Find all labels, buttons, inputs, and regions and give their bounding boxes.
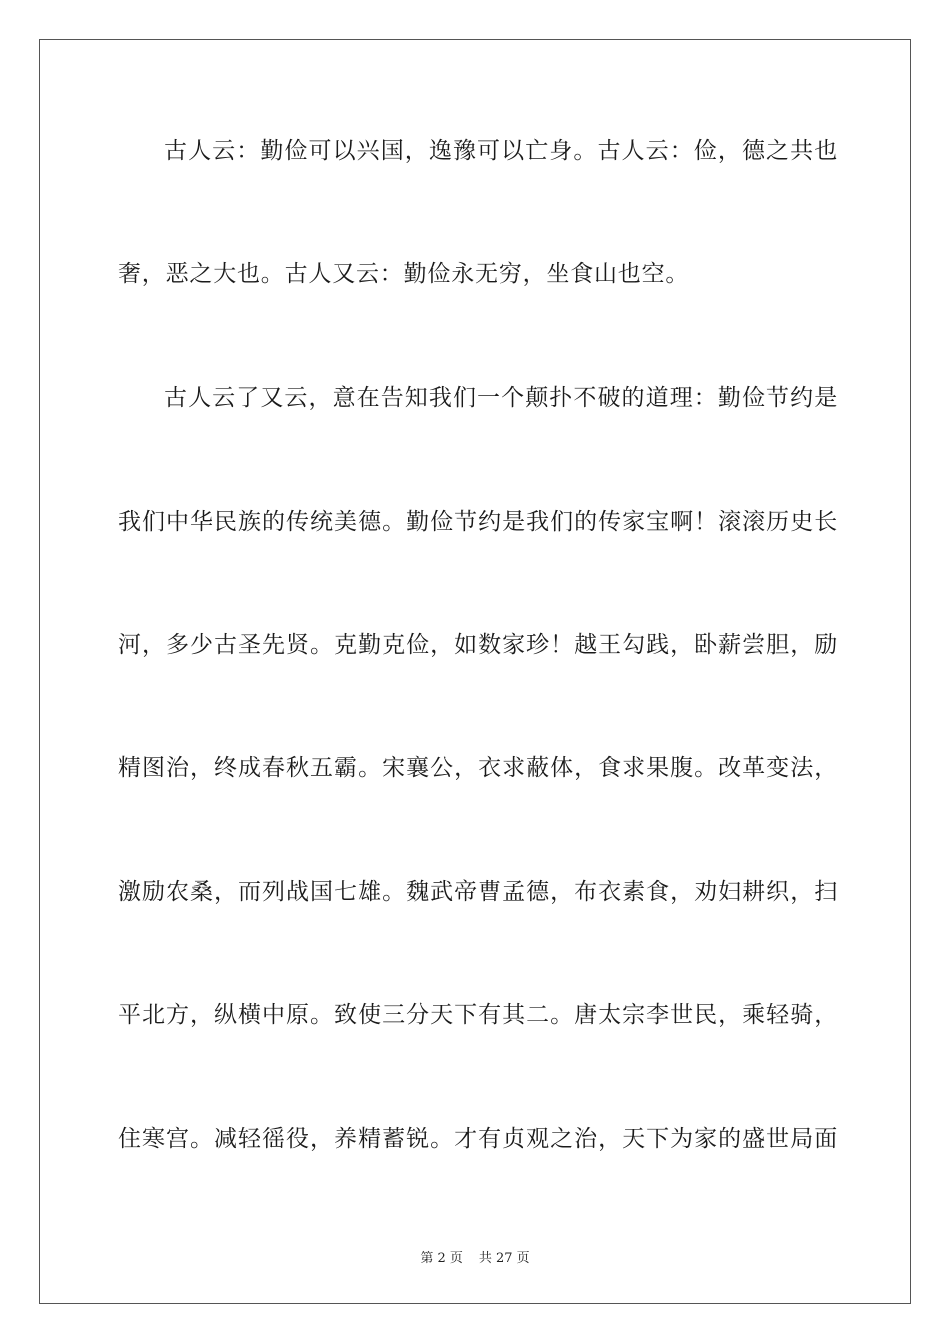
total-pages: 共 27 页 (478, 1251, 530, 1266)
paragraph-2-line-5: 激励农桑，而列战国七雄。魏武帝曹孟德，布衣素食，劝妇耕织，扫 (118, 879, 838, 905)
paragraph-2-line-2: 我们中华民族的传统美德。勤俭节约是我们的传家宝啊！滚滚历史长 (118, 509, 838, 535)
page-frame (39, 39, 911, 1304)
paragraph-2-line-3: 河，多少古圣先贤。克勤克俭，如数家珍！越王勾践，卧薪尝胆，励 (118, 632, 838, 658)
paragraph-1-line-2: 奢，恶之大也。古人又云：勤俭永无穷，坐食山也空。 (118, 261, 690, 287)
page-footer (0, 1247, 950, 1266)
paragraph-2-line-4: 精图治，终成春秋五霸。宋襄公，衣求蔽体，食求果腹。改革变法， (118, 755, 838, 781)
page-number: 第 2 页 (420, 1251, 463, 1266)
paragraph-2-line-7: 住寒宫。减轻徭役，养精蓄锐。才有贞观之治，天下为家的盛世局面 (118, 1126, 838, 1152)
paragraph-2-line-1: 古人云了又云，意在告知我们一个颠扑不破的道理：勤俭节约是 (164, 385, 838, 411)
paragraph-2-line-6: 平北方，纵横中原。致使三分天下有其二。唐太宗李世民，乘轻骑， (118, 1002, 838, 1028)
paragraph-1-line-1: 古人云：勤俭可以兴国，逸豫可以亡身。古人云：俭，德之共也 (164, 138, 838, 164)
